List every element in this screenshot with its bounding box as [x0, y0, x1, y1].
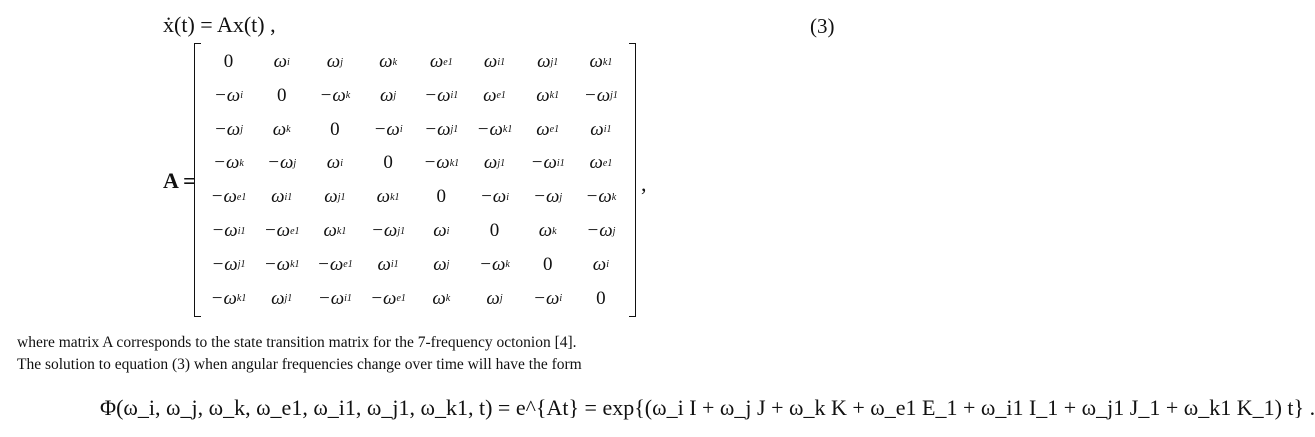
matrix-cell: ω j1: [537, 51, 559, 72]
left-bracket: [194, 43, 201, 317]
matrix-cell: ω j: [326, 51, 343, 72]
matrix-cell: 0: [489, 220, 500, 241]
equation-number: (3): [810, 14, 835, 38]
matrix-cell: ω i: [326, 152, 343, 174]
matrix-cell: ω e1: [429, 51, 453, 72]
matrix-cell: −ω j: [213, 118, 244, 140]
matrix-cell: −ω e1: [210, 186, 247, 208]
matrix-cell: −ω k: [319, 84, 351, 106]
matrix-cell: 0: [383, 152, 393, 174]
matrix-cell: ω k: [272, 118, 291, 140]
matrix-cell: ω e1: [589, 152, 613, 174]
matrix-cell: −ω k: [213, 152, 244, 174]
matrix-cell: ω k: [379, 51, 398, 72]
matrix-cell: −ω j: [267, 152, 297, 174]
matrix-cell: ω j1: [324, 186, 346, 208]
matrix-cell: ω k1: [323, 220, 347, 241]
matrix-cell: −ω e1: [317, 253, 353, 275]
matrix-grid: [202, 45, 628, 315]
matrix-cell: −ω i1: [530, 152, 565, 174]
matrix-cell: ω i: [273, 51, 290, 72]
matrix-cell: 0: [542, 253, 553, 275]
matrix-cell: ω k: [538, 220, 557, 241]
matrix-cell: ω i1: [483, 51, 506, 72]
matrix-cell: 0: [276, 84, 287, 106]
matrix-cell: −ω k1: [210, 287, 247, 309]
matrix-cell: 0: [223, 51, 234, 72]
matrix-label: A =: [163, 168, 196, 193]
matrix-cell: ω j1: [271, 287, 293, 309]
solution-formula: Φ(ω_i, ω_j, ω_k, ω_e1, ω_i1, ω_j1, ω_k1, t) = e^{At} = exp{(ω_i I + ω_j J + ω_k K + ω_e1 E_1 + ω_i1 I_1 + ω_j1 J_1 + ω_k1 K_1) t} .: [100, 395, 1315, 420]
matrix-cell: ω i: [592, 253, 609, 275]
matrix-cell: −ω e1: [370, 287, 406, 309]
matrix-cell: −ω i1: [317, 287, 352, 309]
matrix-cell: −ω k1: [476, 118, 513, 140]
matrix-cell: ω k: [432, 287, 451, 309]
matrix-cell: ω e1: [483, 84, 506, 106]
matrix-cell: −ω k: [479, 253, 510, 275]
matrix-cell: ω k1: [376, 186, 400, 208]
matrix-cell: −ω i1: [211, 220, 246, 241]
matrix-cell: −ω i: [533, 287, 563, 309]
matrix-cell: ω i1: [590, 118, 612, 140]
transition-matrix: [194, 43, 636, 317]
matrix-cell: 0: [436, 186, 447, 208]
matrix-cell: 0: [330, 118, 340, 140]
matrix-cell: −ω i: [479, 186, 510, 208]
matrix-cell: −ω i: [373, 118, 403, 140]
matrix-cell: ω i: [433, 220, 450, 241]
matrix-cell: ω i1: [377, 253, 399, 275]
matrix-cell: −ω k1: [263, 253, 300, 275]
matrix-cell: −ω j1: [424, 118, 459, 140]
matrix-cell: −ω k1: [423, 152, 460, 174]
right-bracket: [629, 43, 636, 317]
matrix-comma: ,: [641, 171, 647, 196]
matrix-cell: ω i1: [271, 186, 293, 208]
matrix-cell: −ω j1: [211, 253, 246, 275]
matrix-cell: ω j: [486, 287, 503, 309]
matrix-cell: ω j: [379, 84, 397, 106]
paragraph-line-1: where matrix A corresponds to the state transition matrix for the 7-frequency octonion [4].: [17, 334, 577, 351]
matrix-cell: ω j1: [483, 152, 506, 174]
paragraph-line-2: The solution to equation (3) when angular frequencies change over time will have the form: [17, 356, 582, 373]
matrix-cell: ω k1: [536, 84, 560, 106]
matrix-cell: −ω e1: [263, 220, 300, 241]
matrix-cell: −ω i1: [424, 84, 459, 106]
matrix-cell: ω k1: [589, 51, 613, 72]
matrix-cell: −ω j: [586, 220, 616, 241]
matrix-cell: −ω j1: [583, 84, 618, 106]
matrix-cell: ω j: [433, 253, 450, 275]
matrix-cell: ω e1: [536, 118, 560, 140]
matrix-cell: −ω k: [585, 186, 617, 208]
matrix-cell: −ω j1: [371, 220, 406, 241]
matrix-cell: −ω i: [213, 84, 244, 106]
state-equation: ẋ(t) = Ax(t) ,: [163, 12, 276, 37]
matrix-cell: 0: [596, 287, 606, 309]
matrix-cell: −ω j: [533, 186, 563, 208]
